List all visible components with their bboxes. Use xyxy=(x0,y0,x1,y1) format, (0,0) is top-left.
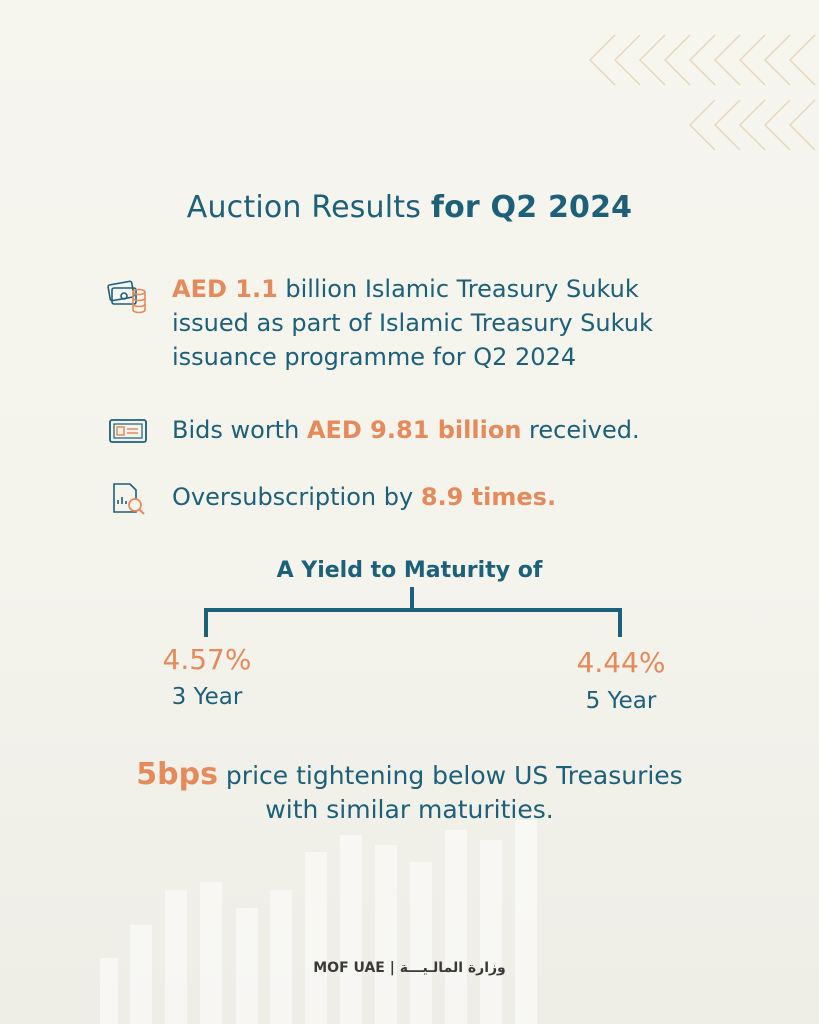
footer-logo-text: MOF UAE | وزارة المالـيـــة xyxy=(313,960,506,976)
sukuk-amount: AED 1.1 xyxy=(172,275,278,303)
bids-text xyxy=(172,413,640,447)
banknote-icon xyxy=(106,412,150,452)
ytm-3yr-term: 3 Year xyxy=(171,684,243,710)
tightening-text xyxy=(0,758,819,827)
sukuk-line1: billion Islamic Treasury Sukuk xyxy=(277,275,639,303)
ytm-label: A Yield to Maturity of xyxy=(276,558,543,583)
report-search-icon xyxy=(106,478,150,518)
page-title xyxy=(0,190,819,225)
ytm-5yr-value: 4.44% xyxy=(576,646,666,679)
tightening-bps: 5bps xyxy=(136,757,218,792)
tightening-line2: with similar maturities. xyxy=(265,795,554,824)
oversubscription-prefix: Oversubscription by xyxy=(172,483,421,511)
ytm-3yr-value: 4.57% xyxy=(162,643,252,676)
oversubscription-text xyxy=(172,480,556,514)
tightening-line1: price tightening below US Treasuries xyxy=(217,761,683,790)
bids-suffix: received. xyxy=(521,416,640,444)
title-regular: Auction Results xyxy=(186,190,431,225)
title-bold: for Q2 2024 xyxy=(430,190,633,225)
money-coins-icon xyxy=(106,276,150,316)
sukuk-line2: issued as part of Islamic Treasury Sukuk xyxy=(172,309,653,337)
sukuk-issued-text xyxy=(172,272,653,374)
sukuk-line3: issuance programme for Q2 2024 xyxy=(172,343,577,371)
bids-amount: AED 9.81 billion xyxy=(306,416,522,444)
bids-prefix: Bids worth xyxy=(172,416,307,444)
ytm-5yr-term: 5 Year xyxy=(585,688,657,714)
oversubscription-value: 8.9 times. xyxy=(420,483,557,511)
ytm-bracket xyxy=(0,585,819,645)
